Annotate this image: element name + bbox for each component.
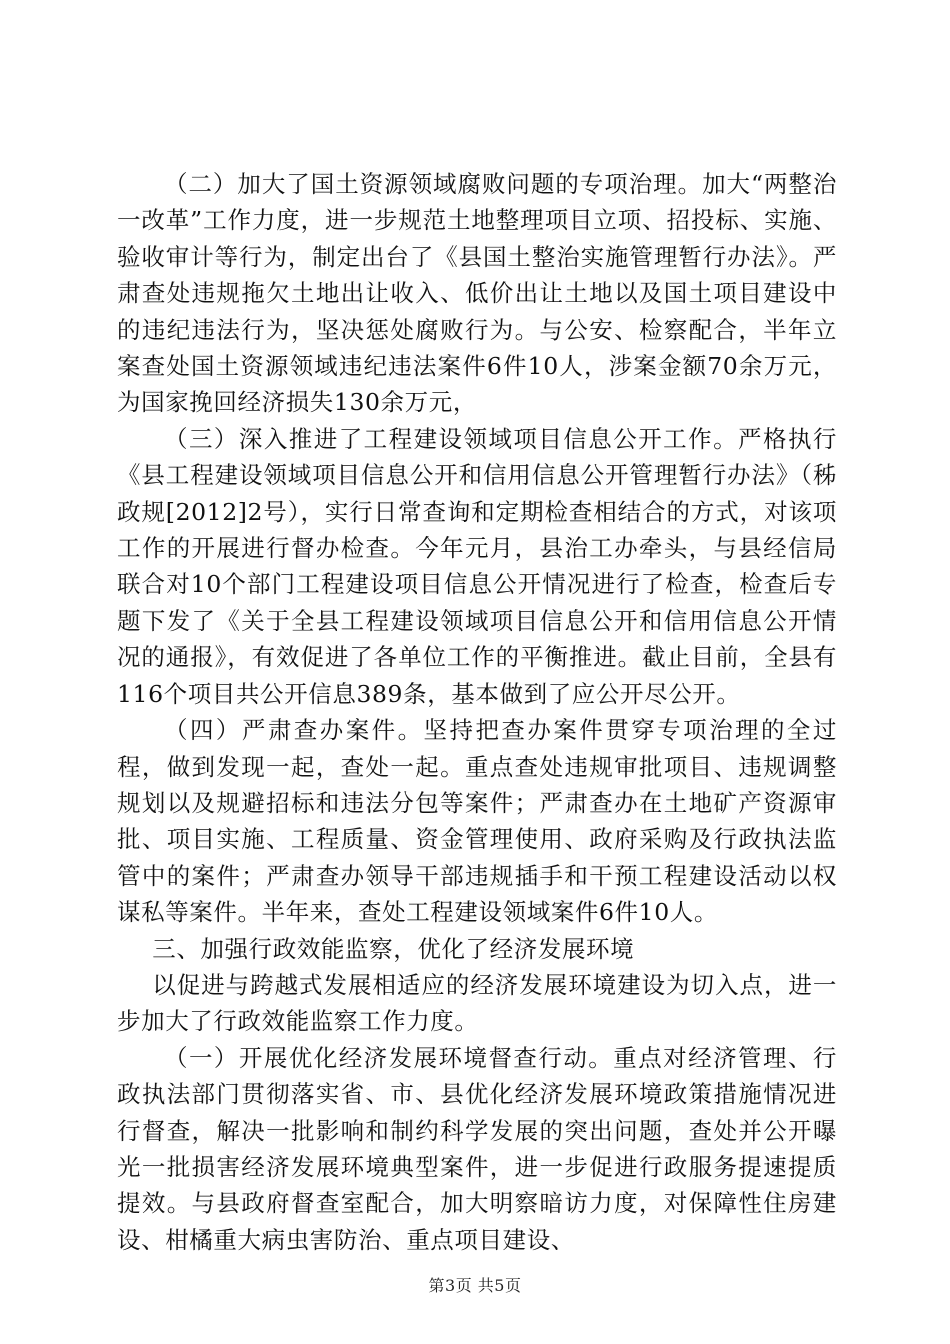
paragraph-environment-inspection: （一）开展优化经济发展环境督查行动。重点对经济管理、行政执法部门贯彻落实省、市、县优化经济发展环境政策措施情况进行督查，解决一批影响和制约科学发展的突出问题，查处并公开曝光一批损害经济发展环境典型案件，进一步促进行政服务提速提质提效。与县政府督查室配合，加大明察暗访力度，对保障性住房建设、柑橘重大病虫害防治、重点项目建设、 xyxy=(117,1043,837,1254)
page-number-footer: 第3页 共5页 xyxy=(428,1276,522,1295)
paragraph-efficiency-intro: 以促进与跨越式发展相适应的经济发展环境建设为切入点，进一步加大了行政效能监察工作力度。 xyxy=(117,970,837,1036)
paragraph-case-investigation: （四）严肃查办案件。坚持把查办案件贯穿专项治理的全过程，做到发现一起，查处一起。重点查处违规审批项目、违规调整规划以及规避招标和违法分包等案件；严肃查办在土地矿产资源审批、项目实施、工程质量、资金管理使用、政府采购及行政执法监管中的案件；严肃查办领导干部违规插手和干预工程建设活动以权谋私等案件。半年来，查处工程建设领域案件6件10人。 xyxy=(117,716,837,927)
paragraph-land-resources: （二）加大了国土资源领域腐败问题的专项治理。加大“两整治一改革”工作力度，进一步规范土地整理项目立项、招投标、实施、验收审计等行为，制定出台了《县国土整治实施管理暂行办法》。严肃查处违规拖欠土地出让收入、低价出让土地以及国土项目建设中的违纪违法行为，坚决惩处腐败行为。与公安、检察配合，半年立案查处国土资源领域违纪违法案件6件10人，涉案金额70余万元，为国家挽回经济损失130余万元， xyxy=(117,170,837,417)
paragraph-project-info-disclosure: （三）深入推进了工程建设领域项目信息公开工作。严格执行《县工程建设领域项目信息公开和信用信息公开管理暂行办法》（秭政规[2012]2号），实行日常查询和定期检查相结合的方式，对该项工作的开展进行督办检查。今年元月，县治工办牵头，与县经信局联合对10个部门工程建设项目信息公开情况进行了检查，检查后专题下发了《关于全县工程建设领域项目信息公开和信用信息公开情况的通报》，有效促进了各单位工作的平衡推进。截止目前，全县有116个项目共公开信息389条，基本做到了应公开尽公开。 xyxy=(117,424,837,708)
document-body xyxy=(117,166,837,1258)
section-heading-efficiency: 三、加强行政效能监察，优化了经济发展环境 xyxy=(152,934,635,963)
